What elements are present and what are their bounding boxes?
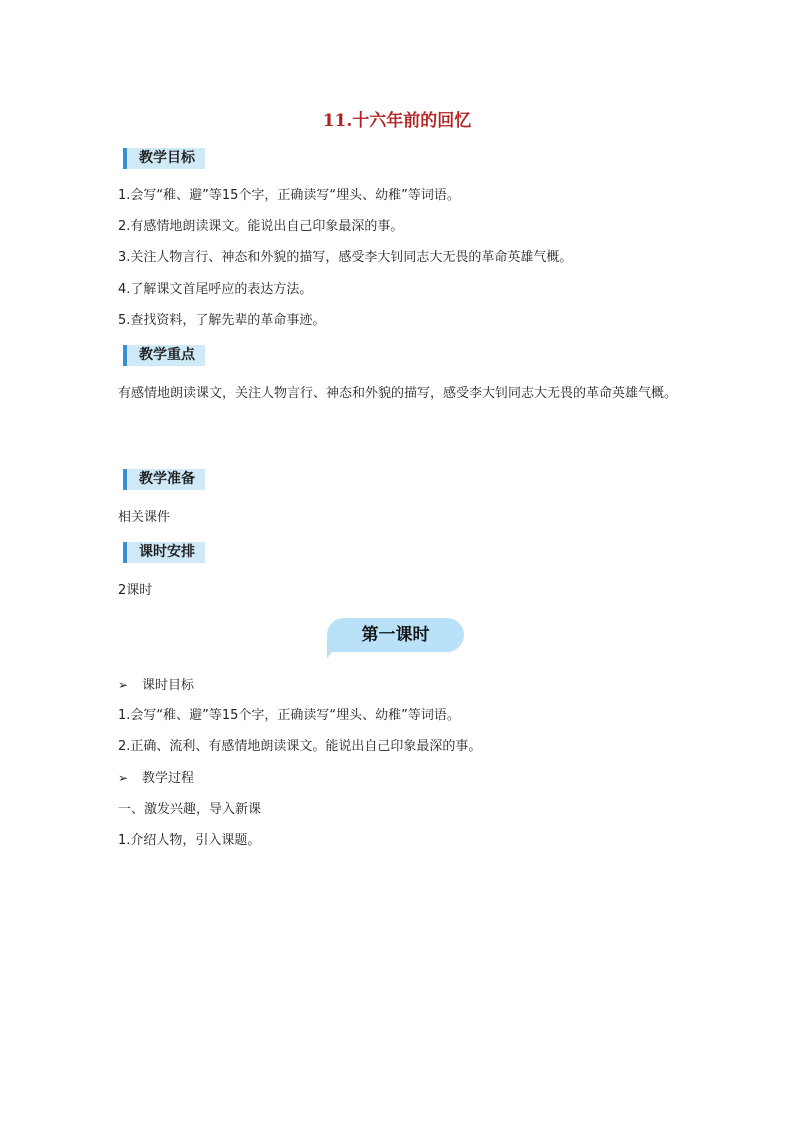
page-title: 11.十六年前的回忆 [322, 111, 472, 131]
objective-item-5: 5.查找资料，了解先辈的革命事迹。 [118, 313, 326, 328]
schedule-text: 2课时 [118, 583, 153, 598]
section-heading-key-points: 教学重点 [123, 345, 205, 366]
preparation-text: 相关课件 [118, 510, 171, 525]
objective-item-3: 3.关注人物言行、神态和外貌的描写，感受李大钊同志大无畏的革命英雄气概。 [118, 250, 573, 265]
lesson-goal-2: 2.正确、流利、有感情地朗读课文。能说出自己印象最深的事。 [118, 739, 482, 754]
objective-item-1: 1.会写“稚、避”等15个字，正确读写“埋头、幼稚”等词语。 [118, 188, 460, 203]
section-heading-objectives: 教学目标 [123, 148, 205, 169]
lesson-banner: 第一课时 [327, 618, 464, 652]
process-item: 1.介绍人物，引入课题。 [118, 833, 261, 848]
goals-label: 课时目标 [142, 678, 195, 693]
section-heading-schedule: 课时安排 [123, 542, 205, 563]
arrow-bullet-icon: ➢ [118, 678, 129, 692]
process-label-row [118, 769, 194, 788]
arrow-bullet-icon: ➢ [118, 771, 129, 785]
process-step: 一、激发兴趣，导入新课 [118, 802, 262, 817]
key-points-text: 有感情地朗读课文，关注人物言行、神态和外貌的描写，感受李大钊同志大无畏的革命英雄气概。 [118, 386, 678, 401]
lesson-goal-1: 1.会写“稚、避”等15个字，正确读写“埋头、幼稚”等词语。 [118, 708, 460, 723]
section-heading-preparation: 教学准备 [123, 469, 205, 490]
goals-label-row [118, 676, 194, 695]
process-label: 教学过程 [142, 771, 195, 786]
objective-item-4: 4.了解课文首尾呼应的表达方法。 [118, 282, 313, 297]
objective-item-2: 2.有感情地朗读课文。能说出自己印象最深的事。 [118, 219, 404, 234]
